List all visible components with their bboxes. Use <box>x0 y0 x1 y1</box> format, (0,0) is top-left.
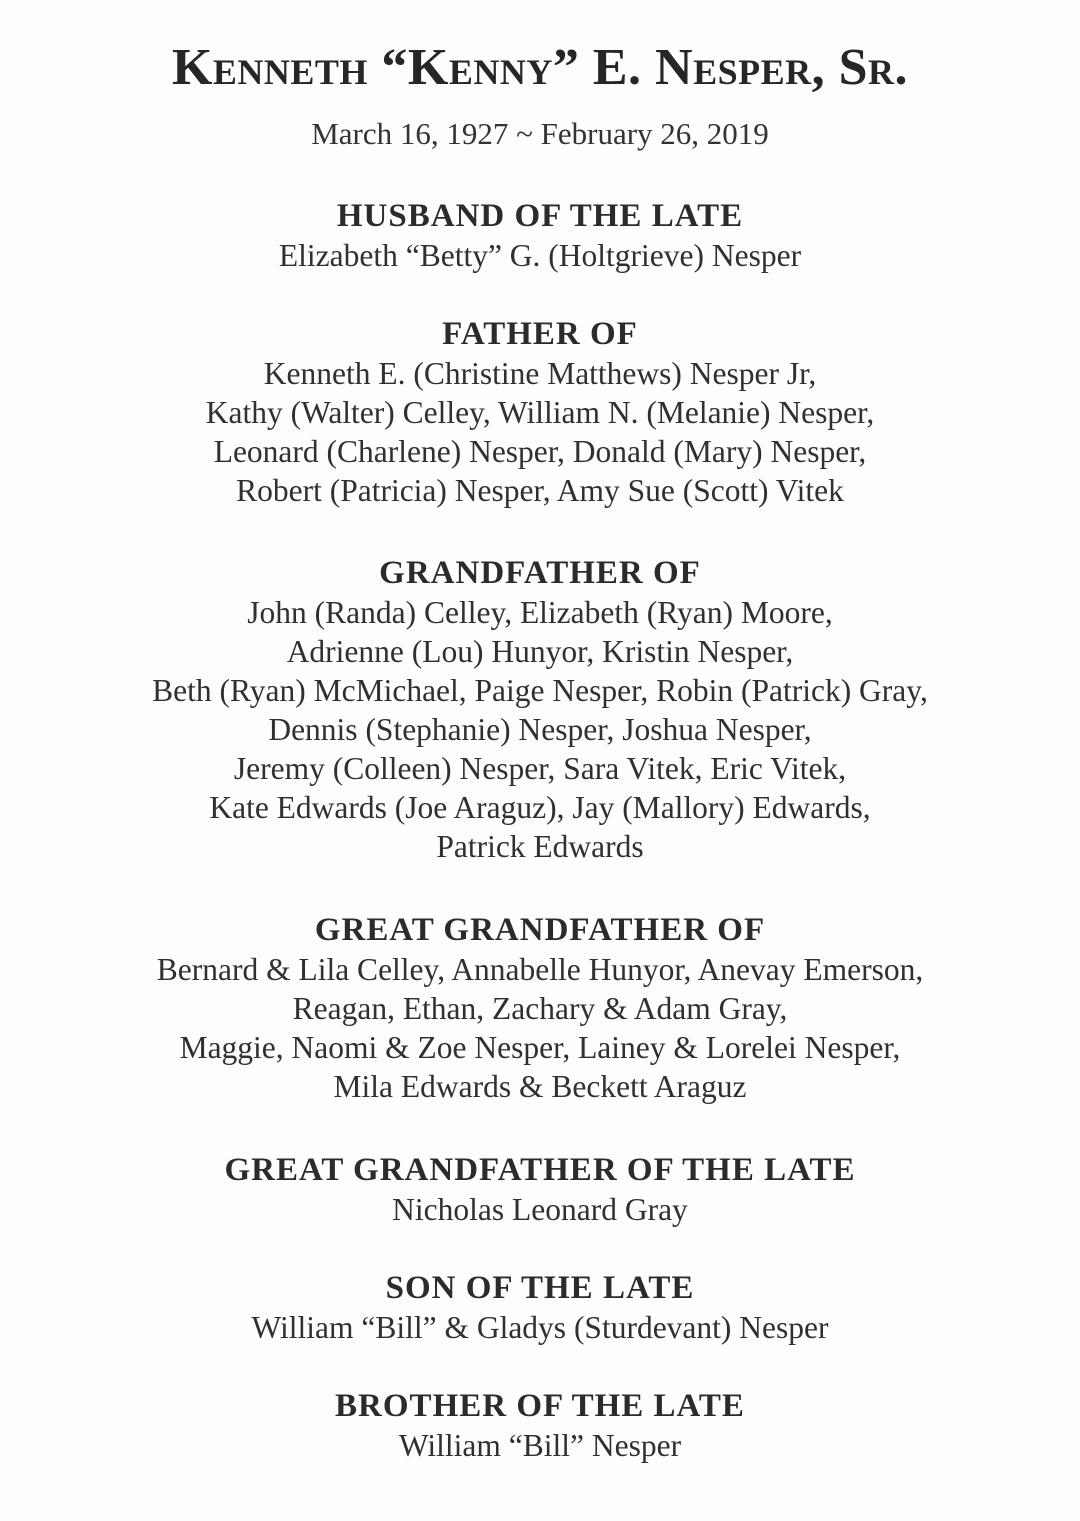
section-heading: FATHER OF <box>442 316 638 352</box>
name-line: William “Bill” & Gladys (Sturdevant) Nesper <box>251 1310 829 1345</box>
section-grandfather-of <box>0 553 1080 866</box>
section-heading: GREAT GRANDFATHER OF <box>314 912 766 948</box>
name-line: Kathy (Walter) Celley, William N. (Melanie) Nesper, <box>205 395 875 430</box>
name-line: John (Randa) Celley, Elizabeth (Ryan) Moore, <box>247 595 833 630</box>
name-line: Beth (Ryan) McMichael, Paige Nesper, Robin (Patrick) Gray, <box>152 673 928 708</box>
section-heading: HUSBAND OF THE LATE <box>336 198 744 234</box>
life-dates: March 16, 1927 ~ February 26, 2019 <box>311 116 769 151</box>
name-line: Nicholas Leonard Gray <box>392 1192 688 1227</box>
name-line: Leonard (Charlene) Nesper, Donald (Mary) Nesper, <box>213 434 867 469</box>
section-heading: GREAT GRANDFATHER OF THE LATE <box>224 1152 856 1188</box>
section-names <box>0 236 1080 275</box>
name-line: Jeremy (Colleen) Nesper, Sara Vitek, Eric Vitek, <box>233 751 847 786</box>
deceased-name: Kenneth “Kenny” E. Nesper, Sr. <box>171 39 909 96</box>
name-line: Maggie, Naomi & Zoe Nesper, Lainey & Lorelei Nesper, <box>179 1030 901 1065</box>
name-line: Reagan, Ethan, Zachary & Adam Gray, <box>292 991 788 1026</box>
section-heading: GRANDFATHER OF <box>379 555 701 591</box>
name-line: Patrick Edwards <box>436 829 644 864</box>
section-names <box>0 1190 1080 1229</box>
name-line: Kenneth E. (Christine Matthews) Nesper Jr, <box>263 356 817 391</box>
section-heading: BROTHER OF THE LATE <box>335 1388 745 1424</box>
section-great-grandfather-of-the-late <box>0 1150 1080 1229</box>
name-line: Bernard & Lila Celley, Annabelle Hunyor, Anevay Emerson, <box>156 952 924 987</box>
section-son-of-the-late <box>0 1268 1080 1347</box>
section-husband-of <box>0 196 1080 275</box>
name-line: Dennis (Stephanie) Nesper, Joshua Nesper, <box>268 712 812 747</box>
name-line: William “Bill” Nesper <box>398 1428 682 1463</box>
name-line: Elizabeth “Betty” G. (Holtgrieve) Nesper <box>278 238 802 273</box>
section-names <box>0 1426 1080 1465</box>
section-names <box>0 1308 1080 1347</box>
name-line: Robert (Patricia) Nesper, Amy Sue (Scott) Vitek <box>236 473 844 508</box>
section-brother-of-the-late <box>0 1386 1080 1465</box>
name-line: Mila Edwards & Beckett Araguz <box>333 1069 747 1104</box>
name-line: Kate Edwards (Joe Araguz), Jay (Mallory) Edwards, <box>209 790 871 825</box>
section-names <box>0 950 1080 1106</box>
section-great-grandfather-of <box>0 910 1080 1106</box>
name-line: Adrienne (Lou) Hunyor, Kristin Nesper, <box>286 634 794 669</box>
section-names <box>0 593 1080 866</box>
section-heading: SON OF THE LATE <box>385 1270 695 1306</box>
section-father-of <box>0 314 1080 510</box>
section-names <box>0 354 1080 510</box>
